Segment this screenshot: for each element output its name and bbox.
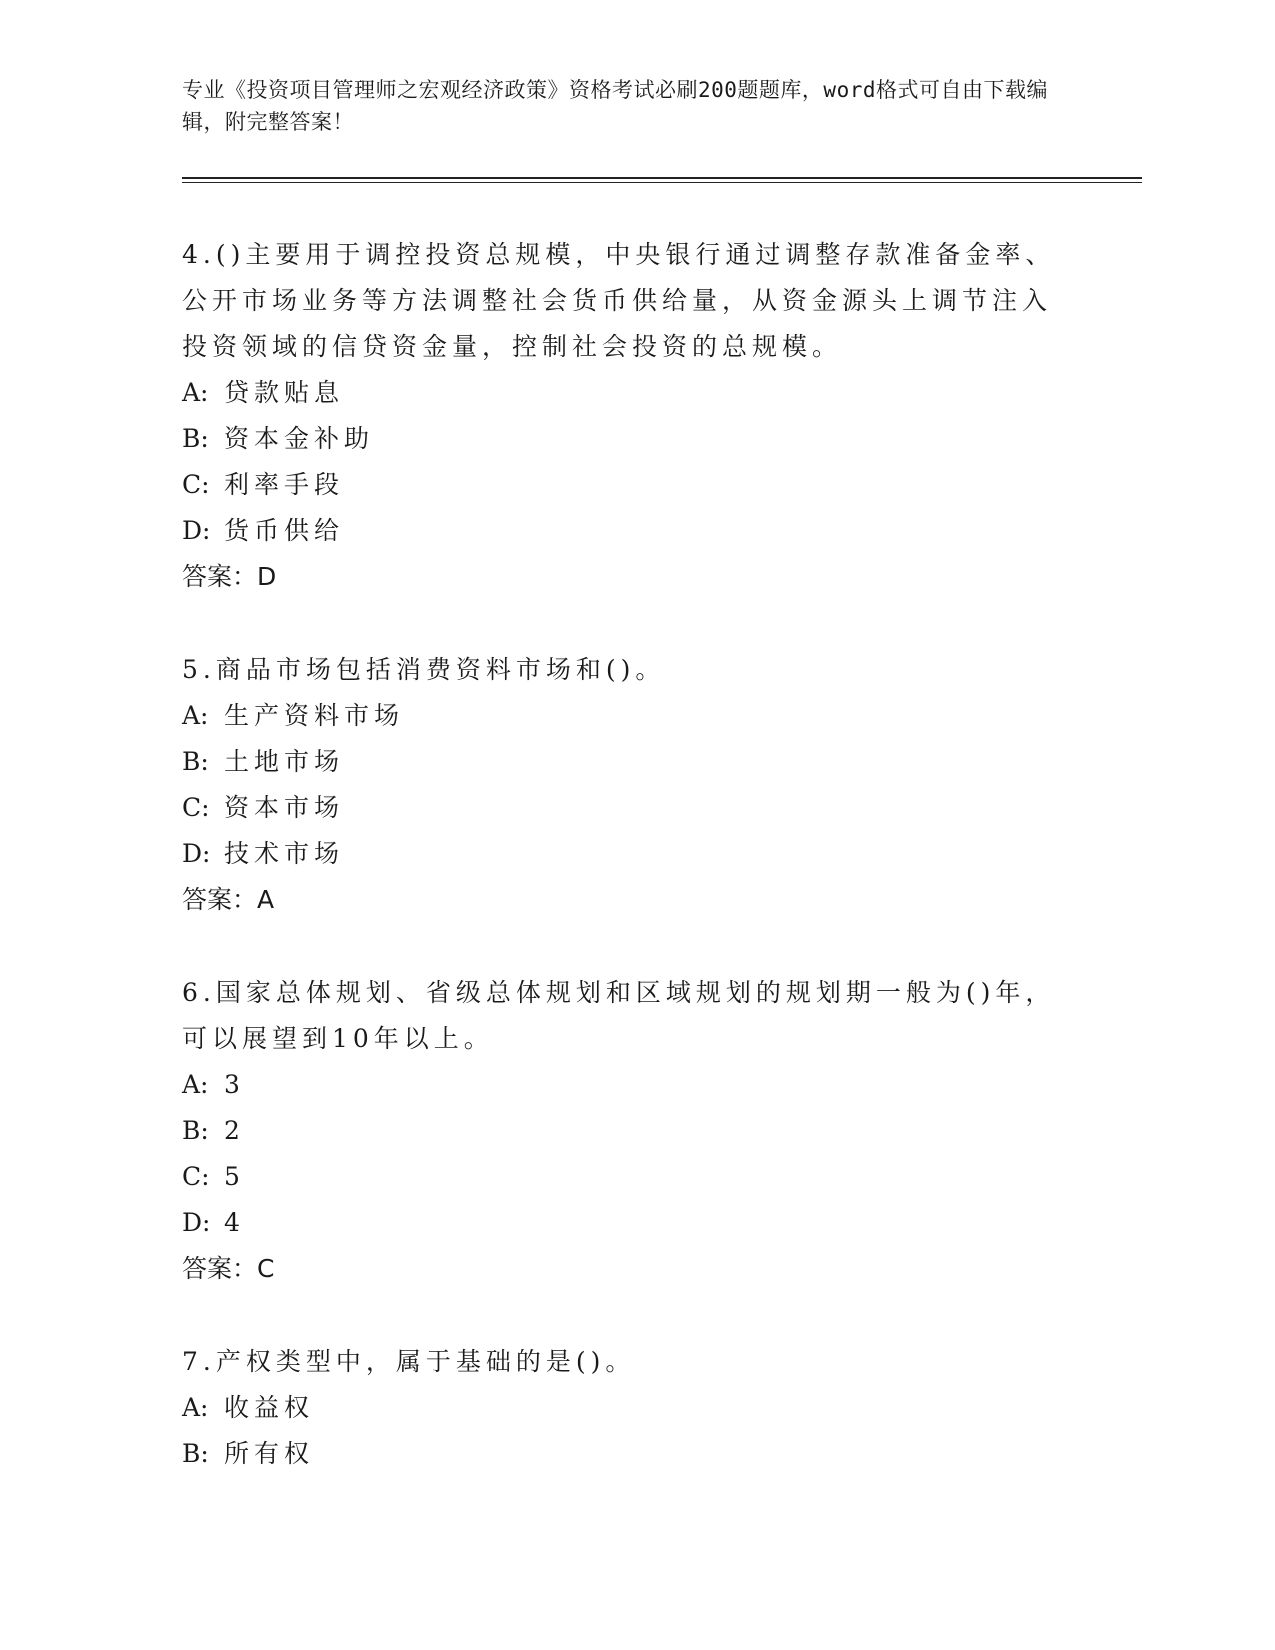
question-7 xyxy=(182,1339,1062,1477)
question-stem: 6.国家总体规划、省级总体规划和区域规划的规划期一般为()年，可以展望到10年以上。 xyxy=(182,978,1056,1053)
option-text: 货币供给 xyxy=(224,516,345,545)
option-b xyxy=(182,416,1062,462)
option-a xyxy=(182,1385,1062,1431)
option-letter: B: xyxy=(182,1116,209,1145)
option-d xyxy=(182,831,1062,877)
option-text: 贷款贴息 xyxy=(224,378,345,407)
question-stem: 7.产权类型中，属于基础的是()。 xyxy=(182,1347,636,1376)
option-letter: A: xyxy=(182,1070,209,1099)
answer: 答案：A xyxy=(182,885,275,914)
option-text: 3 xyxy=(224,1070,245,1099)
option-b xyxy=(182,1108,1062,1154)
option-text: 2 xyxy=(224,1116,245,1145)
option-d xyxy=(182,508,1062,554)
option-text: 收益权 xyxy=(224,1393,315,1422)
option-letter: D: xyxy=(182,516,211,545)
option-b xyxy=(182,1431,1062,1477)
document-header: 专业《投资项目管理师之宏观经济政策》资格考试必刷200题题库，word格式可自由下载编辑，附完整答案！ xyxy=(182,78,1048,134)
option-letter: C: xyxy=(182,793,210,822)
option-letter: A: xyxy=(182,378,209,407)
option-d xyxy=(182,1200,1062,1246)
option-letter: B: xyxy=(182,747,209,776)
option-a xyxy=(182,370,1062,416)
option-letter: B: xyxy=(182,1439,209,1468)
option-text: 资本市场 xyxy=(224,793,345,822)
option-letter: D: xyxy=(182,839,211,868)
option-letter: C: xyxy=(182,1162,210,1191)
option-text: 技术市场 xyxy=(224,839,345,868)
option-text: 生产资料市场 xyxy=(224,701,405,730)
question-4 xyxy=(182,232,1062,600)
question-5 xyxy=(182,647,1062,923)
question-list xyxy=(182,232,1062,1524)
option-text: 土地市场 xyxy=(224,747,345,776)
answer: 答案：C xyxy=(182,1254,275,1283)
option-c xyxy=(182,785,1062,831)
option-letter: C: xyxy=(182,470,210,499)
question-stem: 4.()主要用于调控投资总规模，中央银行通过调整存款准备金率、公开市场业务等方法调整社会货币供给量，从资金源头上调节注入投资领域的信贷资金量，控制社会投资的总规模。 xyxy=(182,240,1056,361)
option-b xyxy=(182,739,1062,785)
question-6 xyxy=(182,970,1062,1292)
header-divider-thick xyxy=(182,177,1142,179)
option-text: 5 xyxy=(224,1162,245,1191)
option-text: 资本金补助 xyxy=(224,424,375,453)
option-text: 利率手段 xyxy=(224,470,345,499)
option-c xyxy=(182,462,1062,508)
option-letter: D: xyxy=(182,1208,211,1237)
question-stem: 5.商品市场包括消费资料市场和()。 xyxy=(182,655,666,684)
answer: 答案：D xyxy=(182,562,277,591)
option-text: 4 xyxy=(224,1208,245,1237)
option-c xyxy=(182,1154,1062,1200)
option-a xyxy=(182,693,1062,739)
option-a xyxy=(182,1062,1062,1108)
option-text: 所有权 xyxy=(224,1439,315,1468)
option-letter: A: xyxy=(182,701,209,730)
option-letter: A: xyxy=(182,1393,209,1422)
option-letter: B: xyxy=(182,424,209,453)
header-divider-thin xyxy=(182,182,1142,183)
